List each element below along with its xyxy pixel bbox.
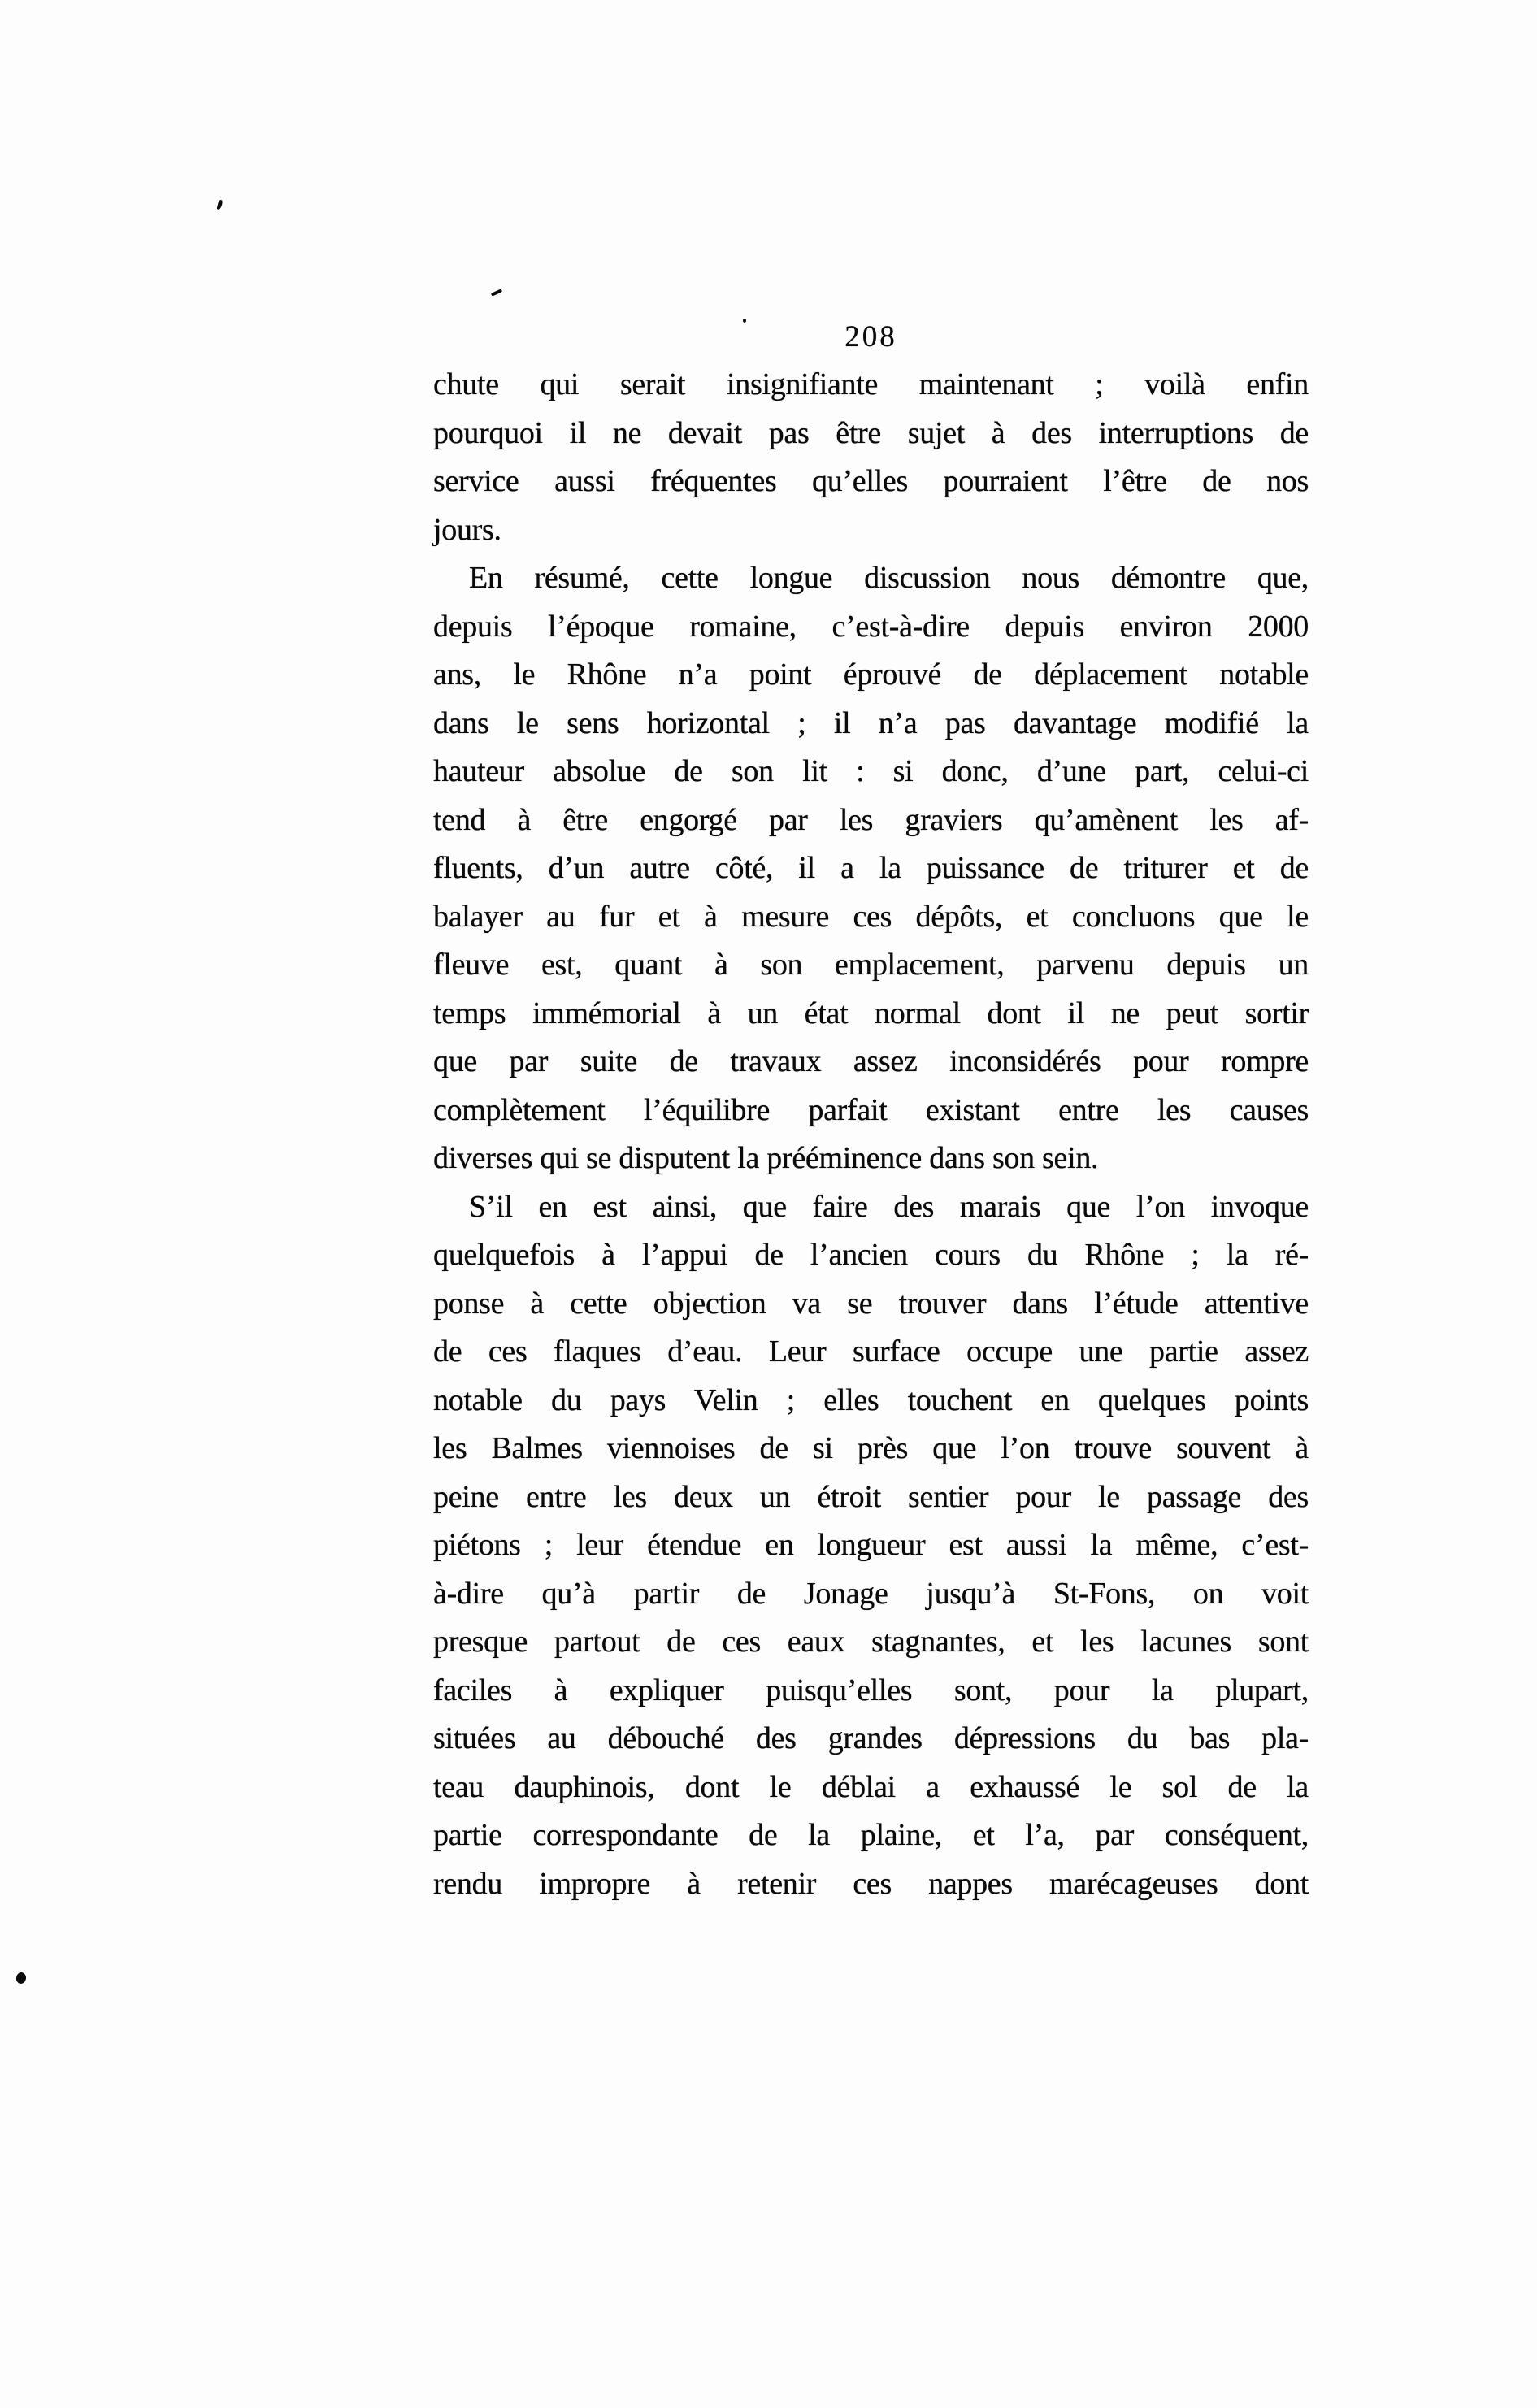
text-line-10: tend à être engorgé par les graviers qu’amènent les af- (433, 802, 1309, 837)
page-number: 208 (844, 320, 897, 354)
text-line-26: à-dire qu’à partir de Jonage jusqu’à St-Fons, on voit (433, 1576, 1309, 1611)
text-line-16: complètement l’équilibre parfait existant entre les causes (433, 1092, 1309, 1127)
text-line-28: faciles à expliquer puisqu’elles sont, pour la plupart, (433, 1673, 1309, 1707)
text-line-18: S’il en est ainsi, que faire des marais que l’on invoque (469, 1189, 1309, 1224)
text-line-3: service aussi fréquentes qu’elles pourraient l’être de nos (433, 464, 1309, 498)
text-line-20: ponse à cette objection va se trouver dans l’étude attentive (433, 1286, 1309, 1321)
ink-speck-tick (491, 289, 502, 296)
text-line-32: rendu impropre à retenir ces nappes marécageuses dont (433, 1866, 1309, 1901)
text-line-12: balayer au fur et à mesure ces dépôts, et concluons que le (433, 899, 1309, 934)
text-line-9: hauteur absolue de son lit : si donc, d’une part, celui-ci (433, 754, 1309, 788)
text-line-4: jours. (433, 512, 501, 547)
text-line-30: teau dauphinois, dont le déblai a exhaussé le sol de la (433, 1769, 1309, 1804)
body-text-block (433, 361, 1309, 1908)
text-line-1: chute qui serait insignifiante maintenant ; voilà enfin (433, 367, 1309, 401)
ink-speck-comma (217, 200, 224, 210)
text-line-7: ans, le Rhône n’a point éprouvé de déplacement notable (433, 657, 1309, 692)
text-line-31: partie correspondante de la plaine, et l’a, par conséquent, (433, 1818, 1309, 1852)
text-line-22: notable du pays Velin ; elles touchent en quelques points (433, 1382, 1309, 1417)
text-line-17: diverses qui se disputent la prééminence dans son sein. (433, 1141, 1099, 1175)
text-line-2: pourquoi il ne devait pas être sujet à des interruptions de (433, 415, 1309, 450)
ink-speck-blob (15, 1972, 27, 1985)
ink-speck-dot (743, 319, 746, 323)
text-line-15: que par suite de travaux assez inconsidérés pour rompre (433, 1044, 1309, 1078)
text-line-11: fluents, d’un autre côté, il a la puissance de triturer et de (433, 851, 1309, 885)
text-line-5: En résumé, cette longue discussion nous démontre que, (469, 561, 1309, 595)
text-line-25: piétons ; leur étendue en longueur est aussi la même, c’est- (433, 1528, 1309, 1562)
text-line-27: presque partout de ces eaux stagnantes, et les lacunes sont (433, 1625, 1309, 1659)
text-line-24: peine entre les deux un étroit sentier pour le passage des (433, 1479, 1309, 1514)
text-line-21: de ces flaques d’eau. Leur surface occupe une partie assez (433, 1334, 1309, 1369)
text-line-8: dans le sens horizontal ; il n’a pas davantage modifié la (433, 705, 1309, 740)
text-line-14: temps immémorial à un état normal dont il ne peut sortir (433, 996, 1309, 1030)
text-line-23: les Balmes viennoises de si près que l’on trouve souvent à (433, 1431, 1309, 1465)
text-line-29: situées au débouché des grandes dépressions du bas pla- (433, 1721, 1309, 1755)
text-line-13: fleuve est, quant à son emplacement, parvenu depuis un (433, 948, 1309, 982)
text-line-19: quelquefois à l’appui de l’ancien cours du Rhône ; la ré- (433, 1238, 1309, 1272)
text-line-6: depuis l’époque romaine, c’est-à-dire depuis environ 2000 (433, 609, 1309, 644)
